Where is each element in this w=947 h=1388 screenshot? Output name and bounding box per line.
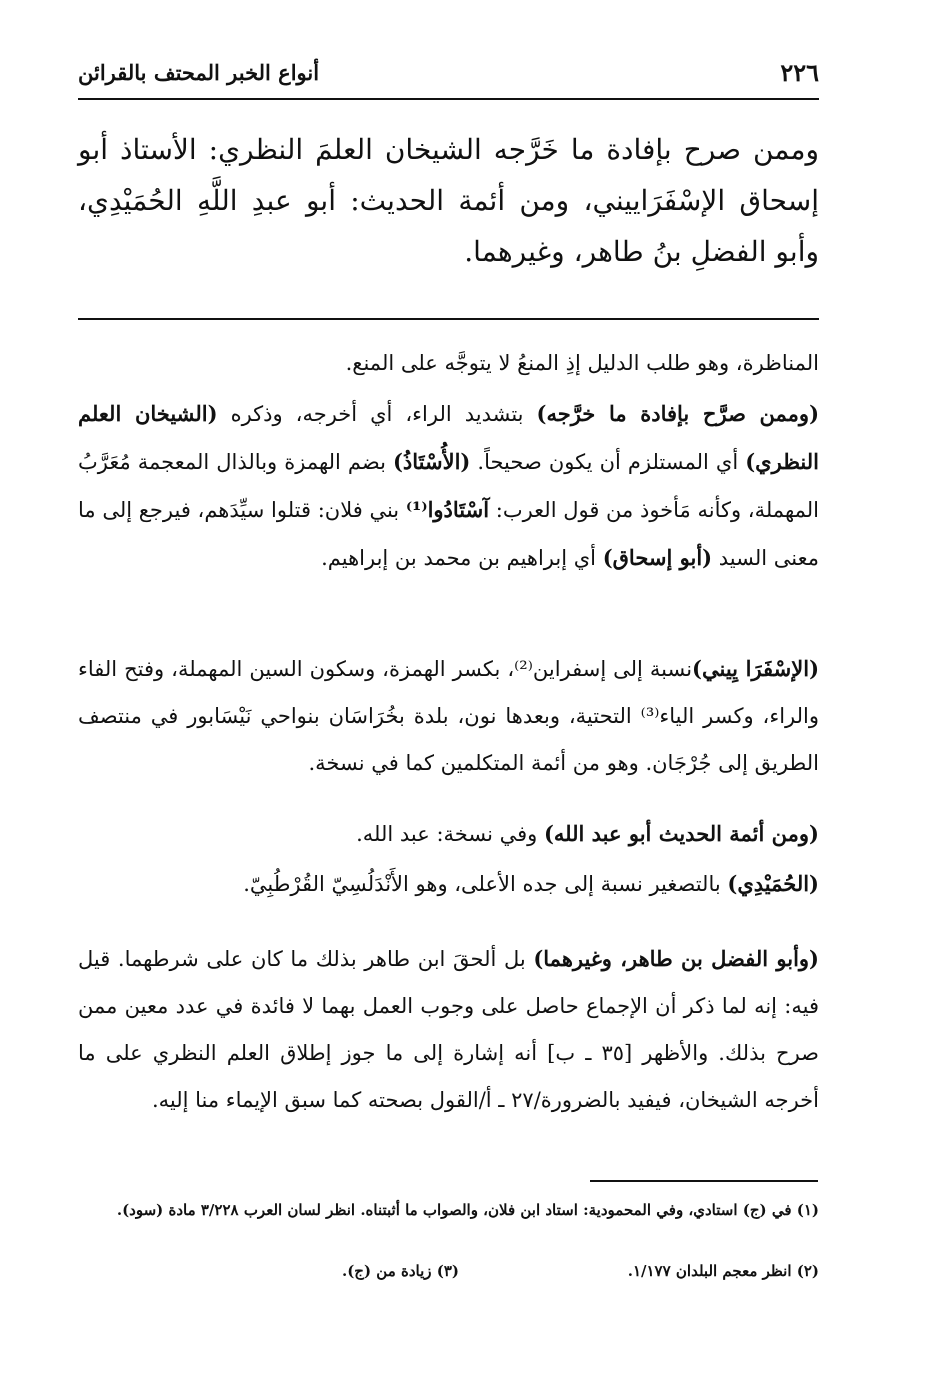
commentary-text: وفي نسخة: عبد الله. (356, 822, 544, 846)
commentary-text: بالتصغير نسبة إلى جده الأعلى، وهو الأَنْدَلُسِيّ القُرْطُبِيّ. (243, 872, 728, 896)
header-divider (78, 98, 819, 100)
quoted-phrase: (الإسْفَرَا يِيني) (692, 656, 820, 681)
commentary-text: بتشديد الراء، أي أخرجه، وذكره (217, 402, 537, 426)
quoted-phrase: (وممن صرَّح بإفادة ما خرَّجه) (536, 401, 820, 426)
quoted-phrase: (الحُمَيْدِي) (727, 871, 819, 896)
commentary-text: بضم الهمزة وبالذال المعجمة مُعَرَّبُ المهملة، وكأنه مَأخوذ من قول العرب: (78, 450, 819, 522)
quoted-phrase: (الشيخان العلم النظري) (78, 401, 819, 474)
main-text: وممن صرح بإفادة ما خَرَّجه الشيخان العلمَ النظري: الأستاذ أبو إسحاق الإسْفَرَاييني، ومن أئمة الحديث: أبو عبدِ اللَّهِ الحُمَيْدِي، وأبو الفضلِ بنُ طاهر، وغيرهما. (78, 133, 819, 268)
main-text-divider (78, 318, 819, 320)
footnote-divider (590, 1180, 818, 1182)
commentary-paragraph-2 (78, 390, 819, 582)
page-number: ٢٢٦ (780, 58, 819, 87)
commentary-text: نسبة إلى إسفراين⁽²⁾، بكسر الهمزة، وسكون السين المهملة، وفتح الفاء والراء، وكسر الياء⁽³⁾ التحتية، وبعدها نون، بلدة بخُرَاسَان بنواحي نَيْسَابور في منتصف الطريق إلى جُرْجَان. وهو من أئمة المتكلمين كما في نسخة. (78, 657, 819, 775)
quoted-phrase: آسْتَادُوا⁽¹⁾ (405, 497, 490, 522)
quoted-phrase: (أبو إسحاق) (602, 545, 713, 570)
page-header (78, 52, 819, 96)
running-title: أنواع الخبر المحتف بالقرائن (78, 60, 320, 85)
commentary-paragraph-1 (78, 340, 819, 387)
footnote-1: (١) في (ج) استادي، وفي المحمودية: استاد ابن فلان، والصواب ما أثبتناه. انظر لسان العرب ٣/٢٢٨ مادة (سود). (116, 1201, 819, 1219)
footnote-row (78, 1262, 819, 1290)
commentary-paragraph-4 (78, 810, 819, 858)
commentary-text: بل ألحقَ ابن طاهر بذلك ما كان على شرطهما. قيل فيه: إنه لما ذكر أن الإجماع حاصل على وجوب العمل بهما لا فائدة في عدد معين ممن صرح بذلك. والأظهر [٣٥ ـ ب] أنه إشارة إلى ما جوز إطلاق العلم النظري على ما أخرجه الشيخان، فيفيد بالضرورة/٢٧ ـ أ/القول بصحته كما سبق الإيماء منا إليه. (78, 947, 819, 1112)
commentary-text: المناظرة، وهو طلب الدليل إذِ المنعُ لا يتوجَّه على المنع. (345, 351, 819, 375)
quoted-phrase: (ومن أئمة الحديث أبو عبد الله) (543, 821, 819, 846)
commentary-paragraph-3 (78, 645, 819, 787)
footnote-2: (٢) انظر معجم البلدان ١/١٧٧. (627, 1262, 819, 1280)
quoted-phrase: (الأُسْتَاذُ) (393, 449, 471, 474)
footnote-3: (٣) زيادة من (ج). (341, 1262, 459, 1280)
commentary-paragraph-6 (78, 935, 819, 1124)
commentary-paragraph-5 (78, 860, 819, 908)
commentary-text: بني فلان: قتلوا سيِّدَهم، فيرجع إلى ما معنى السيد (78, 498, 819, 570)
commentary-text: أي إبراهيم بن محمد بن إبراهيم. (321, 546, 603, 570)
quoted-phrase: (وأبو الفضل بن طاهر، وغيرهما) (533, 946, 819, 971)
commentary-text: أي المستلزم أن يكون صحيحاً. (470, 450, 746, 474)
